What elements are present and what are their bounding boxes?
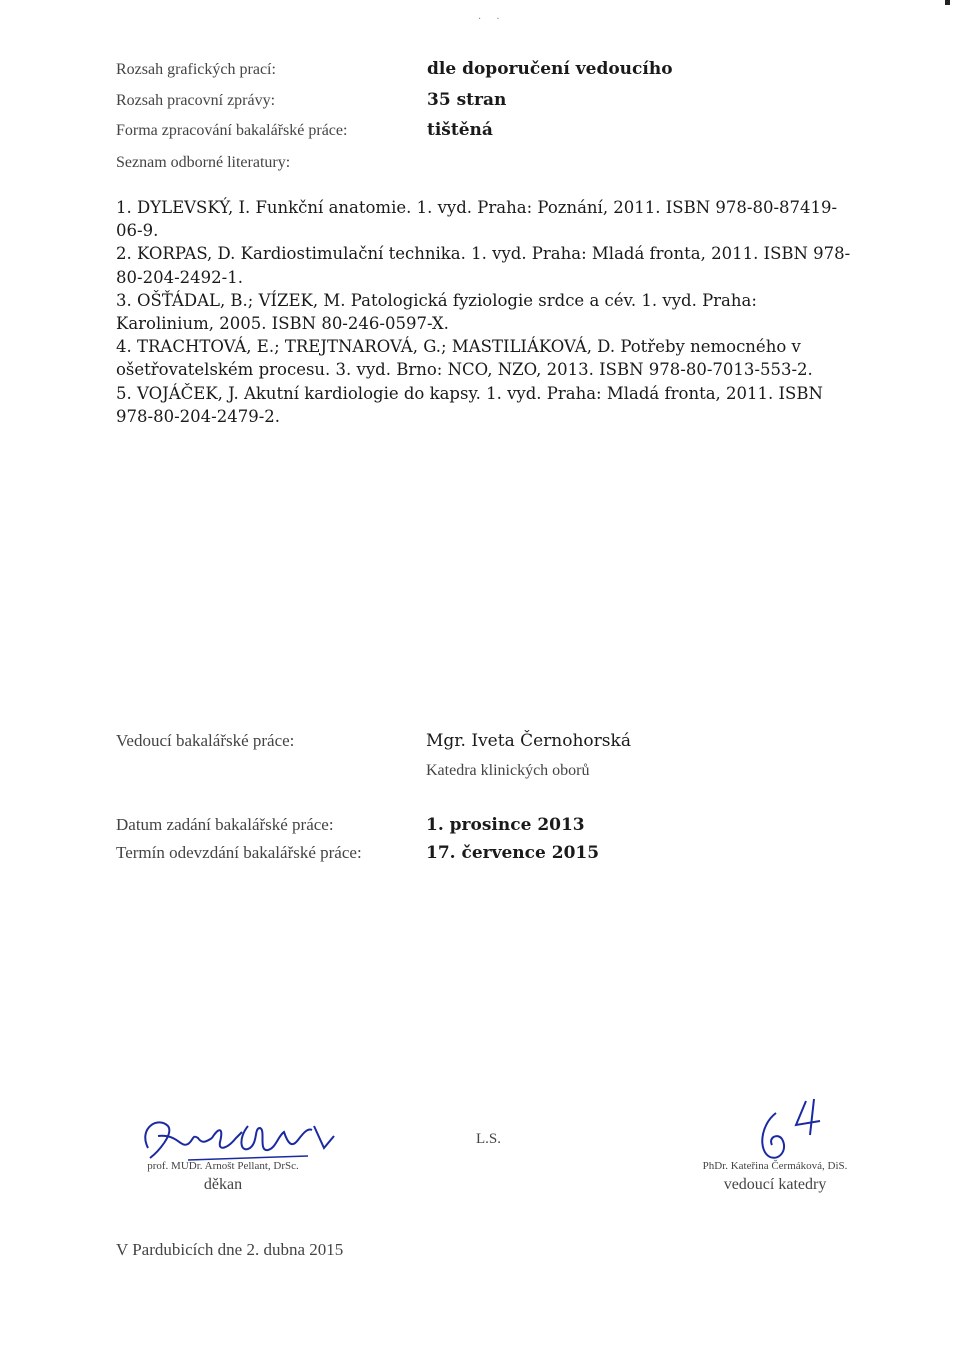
submission-date-value: 17. července 2015 bbox=[426, 843, 600, 863]
meta-row-graphics bbox=[116, 58, 673, 81]
meta-label: Rozsah grafických prací: bbox=[116, 61, 276, 78]
assignment-date-value: 1. prosince 2013 bbox=[426, 815, 585, 835]
head-signature-block bbox=[660, 1160, 890, 1194]
reference-item: 2. KORPAS, D. Kardiostimulační technika. 1. vyd. Praha: Mladá fronta, 2011. ISBN 978-80-204-2492-1. bbox=[116, 244, 851, 287]
scan-corner-mark bbox=[945, 0, 950, 5]
place-date: V Pardubicích dne 2. dubna 2015 bbox=[116, 1240, 344, 1259]
head-name: PhDr. Kateřina Čermáková, DiS. bbox=[702, 1160, 848, 1172]
meta-value: tištěná bbox=[427, 120, 493, 140]
meta-label: Rozsah pracovní zprávy: bbox=[116, 92, 276, 109]
scan-dots: · · bbox=[478, 14, 506, 25]
reference-item: 3. OŠŤÁDAL, B.; VÍZEK, M. Patologická fyziologie srdce a cév. 1. vyd. Praha: Karolinium, 2005. ISBN 80-246-0597-X. bbox=[116, 290, 757, 334]
literature-heading bbox=[116, 151, 290, 174]
stamp-placeholder: L.S. bbox=[476, 1131, 502, 1147]
reference-item: 5. VOJÁČEK, J. Akutní kardiologie do kapsy. 1. vyd. Praha: Mladá fronta, 2011. ISBN 978-80-204-2479-2. bbox=[116, 383, 823, 426]
meta-row-form bbox=[116, 119, 493, 142]
reference-list bbox=[116, 196, 856, 428]
dean-signature-icon bbox=[128, 1108, 348, 1168]
head-signature-icon bbox=[748, 1095, 838, 1170]
dean-signature-block bbox=[118, 1160, 328, 1194]
submission-date-label: Termín odevzdání bakalářské práce: bbox=[116, 843, 362, 862]
meta-value: dle doporučení vedoucího bbox=[427, 59, 673, 79]
supervisor-department: Katedra klinických oborů bbox=[426, 762, 590, 779]
dean-role: děkan bbox=[203, 1176, 243, 1193]
supervisor-name: Mgr. Iveta Černohorská bbox=[426, 731, 631, 751]
head-role: vedoucí katedry bbox=[723, 1176, 827, 1193]
meta-label: Forma zpracování bakalářské práce: bbox=[116, 122, 348, 139]
literature-label: Seznam odborné literatury: bbox=[116, 154, 291, 171]
meta-value: 35 stran bbox=[427, 90, 507, 110]
reference-item: 1. DYLEVSKÝ, I. Funkční anatomie. 1. vyd. Praha: Poznání, 2011. ISBN 978-80-87419-06-9. bbox=[116, 198, 838, 241]
meta-row-report bbox=[116, 89, 507, 112]
assignment-date-label: Datum zadání bakalářské práce: bbox=[116, 815, 334, 834]
supervisor-label: Vedoucí bakalářské práce: bbox=[116, 731, 295, 750]
reference-item: 4. TRACHTOVÁ, E.; TREJTNAROVÁ, G.; MASTILIÁKOVÁ, D. Potřeby nemocného v ošetřovatelském procesu. 3. vyd. Brno: NCO, NZO, 2013. ISBN 978-80-7013-553-2. bbox=[116, 337, 813, 380]
dean-name: prof. MUDr. Arnošt Pellant, DrSc. bbox=[147, 1160, 299, 1172]
